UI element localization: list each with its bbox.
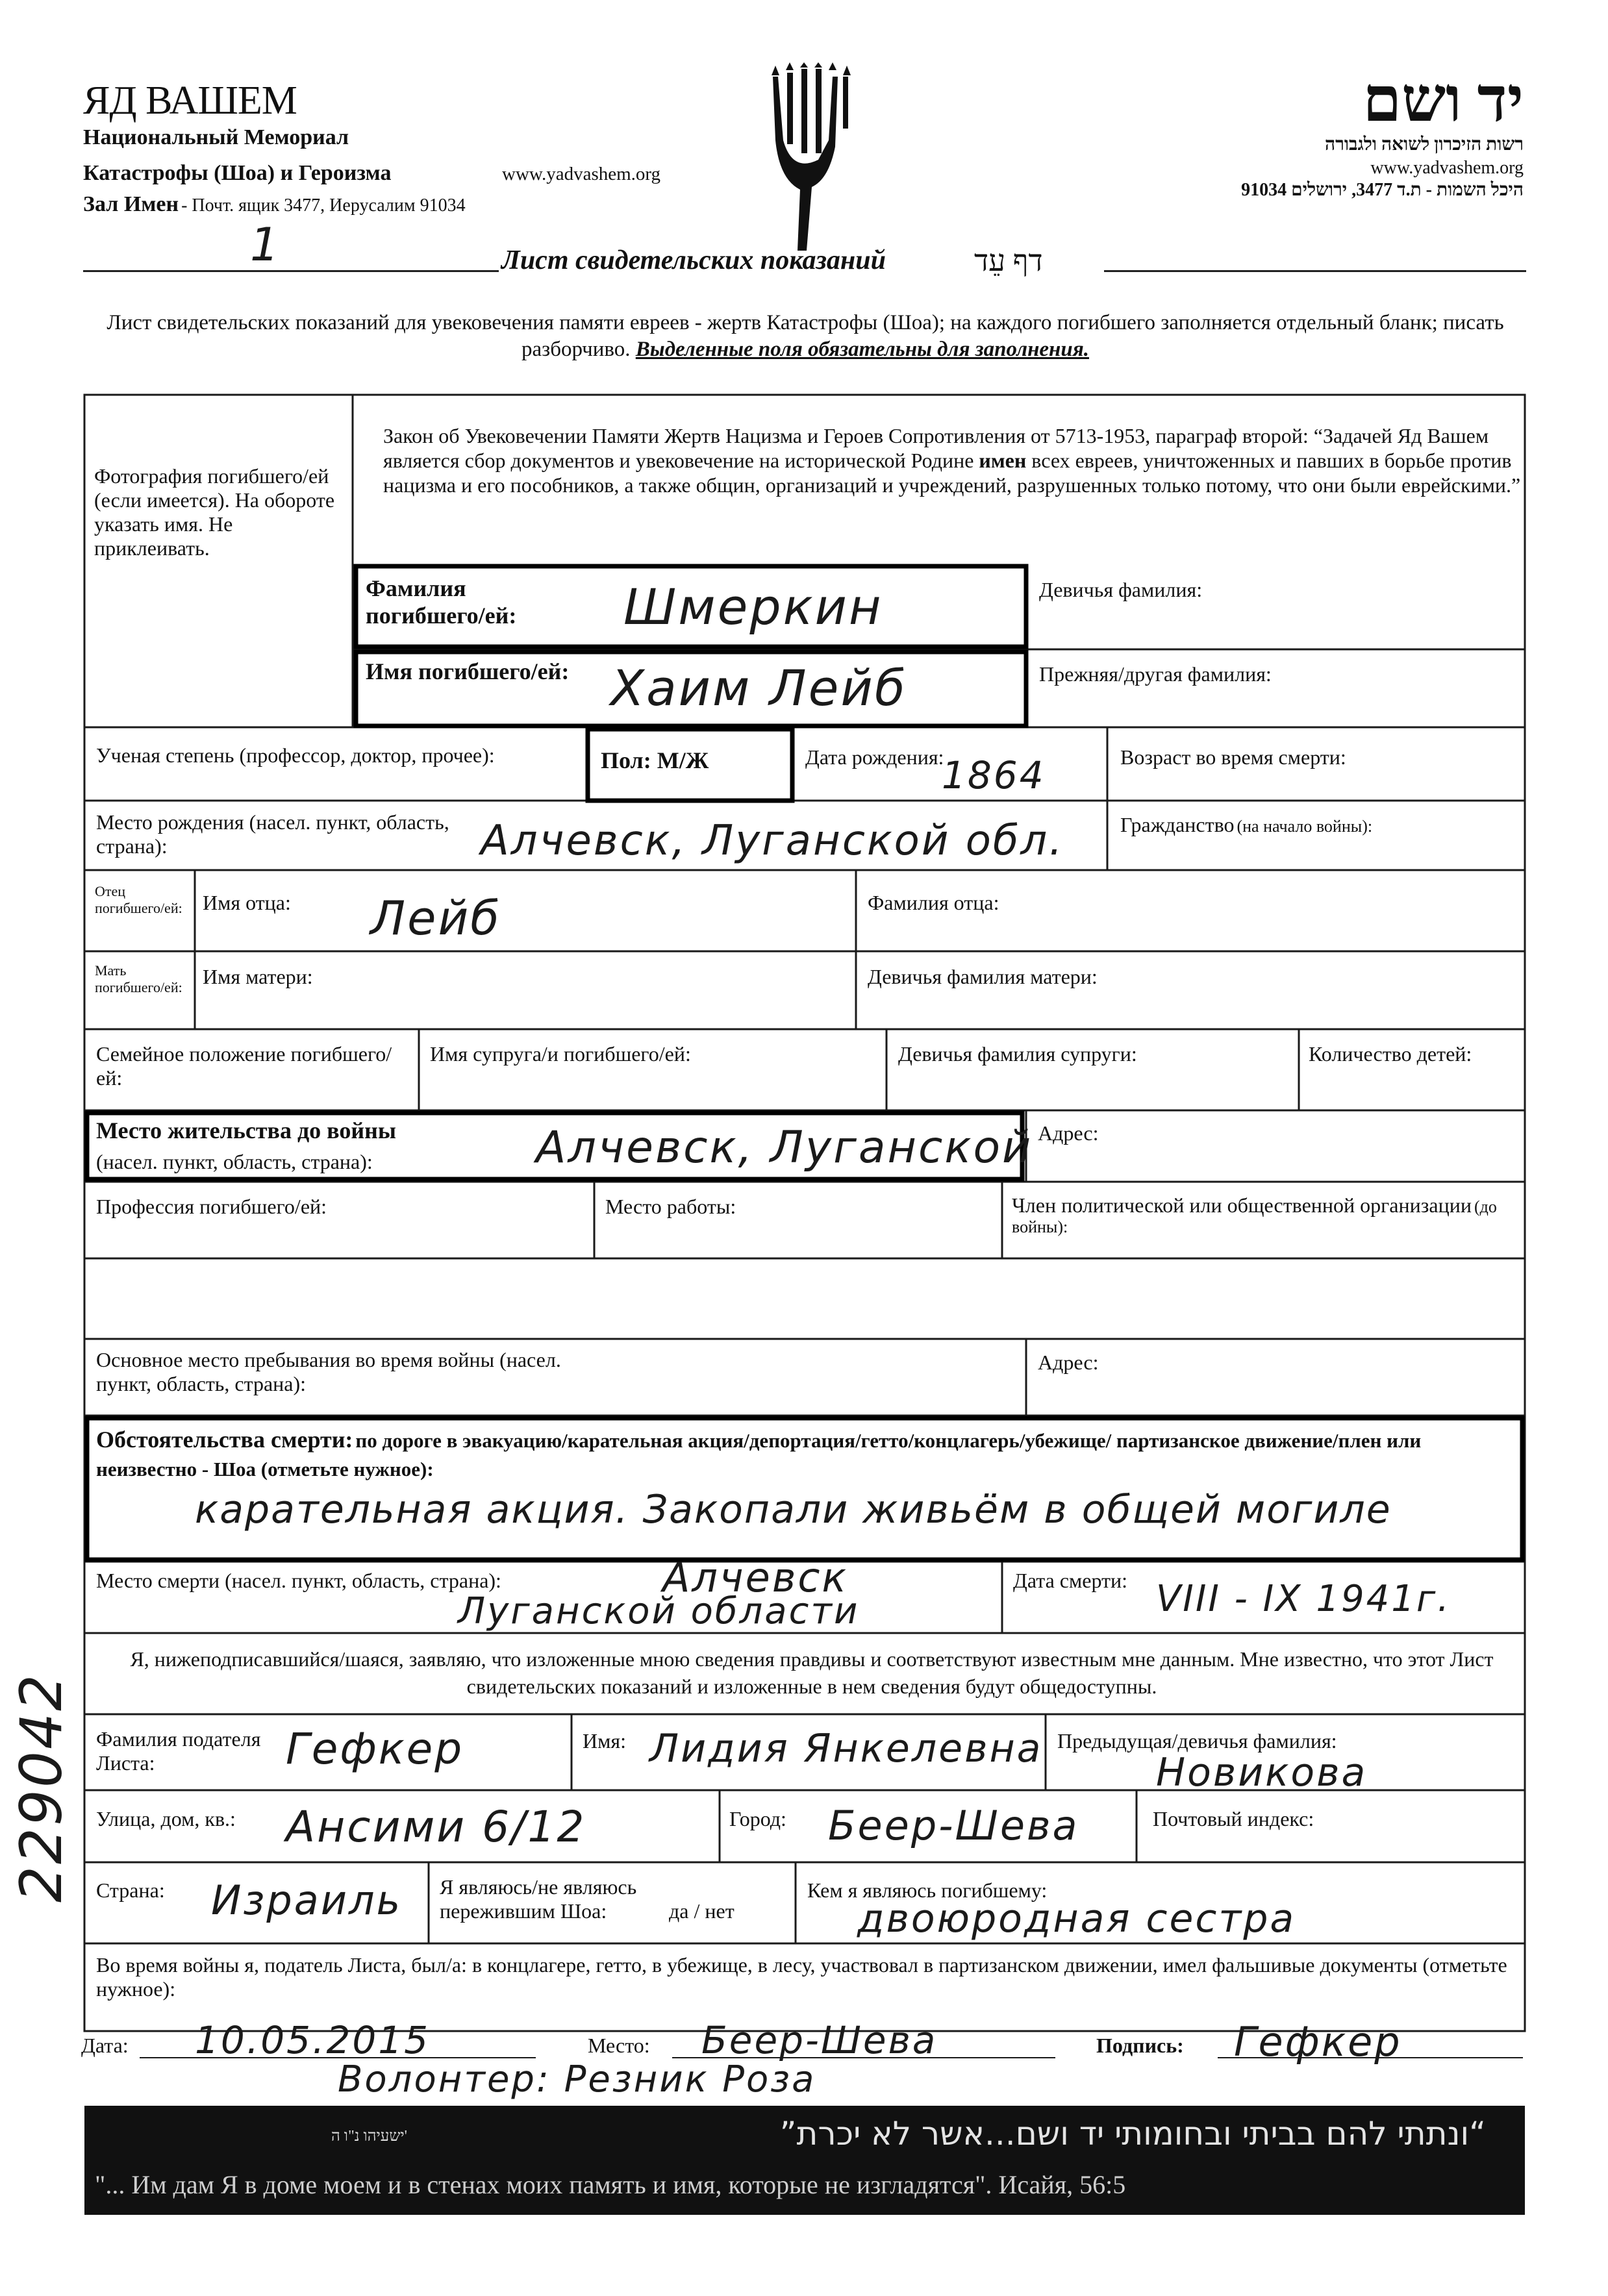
spouse-maiden-label: Девичья фамилия супруги: (898, 1042, 1137, 1066)
circumstances-value[interactable]: карательная акция. Закопали живьём в общей могиле (195, 1487, 1392, 1532)
death-date-label: Дата смерти: (1013, 1569, 1128, 1592)
org-name-ru: ЯД ВАШЕМ (83, 79, 297, 123)
children-label: Количество детей: (1309, 1042, 1472, 1066)
other-surname-label: Прежняя/другая фамилия: (1039, 662, 1272, 686)
submitter-surname-label: Фамилия подателя Листа: (96, 1727, 261, 1775)
maiden-name-label: Девичья фамилия: (1039, 578, 1203, 601)
survivor-options[interactable]: да / нет (669, 1899, 735, 1923)
birth-place-label: Место рождения (насел. пункт, область, страна): (96, 810, 449, 858)
submitter-prev-surname-value[interactable]: Новикова (1156, 1750, 1368, 1795)
country-value[interactable]: Израиль (211, 1877, 403, 1924)
side-record-number: 229042 (8, 1673, 75, 1903)
degree-label: Ученая степень (профессор, доктор, прочее): (96, 743, 495, 767)
membership-label-small: (до войны): (1012, 1197, 1497, 1236)
header-line2: Катастрофы (Шоа) и Героизма (83, 161, 392, 185)
sheet-title: Лист свидетельских показаний (501, 245, 886, 275)
mother-maiden-label: Девичья фамилия матери: (868, 965, 1098, 988)
birth-place-value[interactable]: Алчевск, Луганской обл. (481, 817, 1064, 865)
citizenship-label: Гражданство (1120, 813, 1235, 836)
membership-field (1012, 1193, 1518, 1237)
he-website: www.yadvashem.org (1370, 158, 1524, 178)
footer-hebrew-ref: ישעיהו נ"ו ה' (331, 2128, 407, 2145)
volunteer-note: Волонтер: Резник Роза (338, 2058, 816, 2101)
law-text-a: Закон об Увековечении Памяти Жертв Нацизма и Героев Сопротивления от 5713-1953, параграф второй: “Задачей Яд Вашем является сбор документов и увековечение на исторической Родине (383, 424, 1489, 472)
submitter-prev-surname-label: Предыдущая/девичья фамилия: (1057, 1729, 1337, 1753)
relation-value[interactable]: двоюродная сестра (857, 1896, 1296, 1941)
spouse-name-label: Имя супруга/и погибшего/ей: (430, 1042, 691, 1066)
place-value[interactable]: Беер-Шева (701, 2018, 938, 2062)
war-status-label: Во время войны я, податель Листа, был/а: в концлагере, гетто, в убежище, в лесу, участвовал в партизанском движении, имел фальшивые документы (отметьте нужное): (96, 1953, 1507, 2001)
circumstances-options: по дороге в эвакуацию/карательная акция/депортация/гетто/концлагерь/убежище/ партизанское движение/плен или неизвестно - Шоа (отметьте нужное): (96, 1429, 1422, 1480)
law-text-b: всех евреев, уничтоженных и павших в борьбе против нацизма и его пособников, а также общин, организаций и учреждений, разрушенных только потому, что они были еврейскими.” (383, 449, 1521, 497)
header-website: www.yadvashem.org (502, 164, 661, 184)
date-value[interactable]: 10.05.2015 (195, 2018, 431, 2062)
father-surname-label: Фамилия отца: (868, 891, 999, 914)
mother-side-label: Мать погибшего/ей: (95, 962, 182, 995)
death-date-value[interactable]: VIII - IX 1941г. (1156, 1578, 1451, 1620)
org-name-he: יד ושם (1363, 65, 1524, 134)
age-at-death-label: Возраст во время смерти: (1120, 745, 1346, 769)
birth-date-value[interactable]: 1864 (942, 753, 1046, 797)
footer-hebrew-quote: “ונתתי להם בביתי ובחומותי יד ושם...אשר לא יכרת” (779, 2115, 1486, 2152)
father-name-value[interactable]: Лейб (370, 891, 501, 945)
death-place-value-1[interactable]: Алчевск (662, 1554, 848, 1601)
hall-of-names-label: Зал Имен (83, 192, 179, 216)
signature-label: Подпись: (1096, 2034, 1184, 2057)
mother-name-label: Имя матери: (203, 965, 313, 988)
father-name-label: Имя отца: (203, 891, 291, 914)
sheet-title-he: דף עֵד (974, 244, 1043, 277)
address2-label: Адрес: (1038, 1351, 1099, 1374)
page-number: 1 (250, 218, 281, 271)
circumstances-label: Обстоятельства смерти: (96, 1427, 353, 1453)
survivor-label: Я являюсь/не являюсь пережившим Шоа: (440, 1875, 637, 1923)
submitter-surname-value[interactable]: Гефкер (286, 1724, 464, 1774)
surname-value[interactable]: Шмеркин (623, 578, 883, 636)
city-value[interactable]: Беер-Шева (828, 1802, 1079, 1849)
residence-label: Место жительства до войны (96, 1117, 396, 1143)
signature-value[interactable]: Гефкер (1234, 2018, 1402, 2065)
intro-main: Лист свидетельских показаний для увековечения памяти евреев - жертв Катастрофы (Шоа); на каждого погибшего заполняется отдельный бланк; писать разборчиво. (107, 311, 1504, 361)
death-place-label: Место смерти (насел. пункт, область, страна): (96, 1569, 501, 1592)
place-label: Место: (588, 2034, 650, 2057)
submitter-name-label: Имя: (583, 1729, 626, 1753)
residence-label-rest: (насел. пункт, область, страна): (96, 1150, 373, 1173)
street-label: Улица, дом, кв.: (96, 1807, 236, 1830)
po-box: - Почт. ящик 3477, Иерусалим 91034 (181, 195, 466, 216)
gender-label: Пол: М/Ж (601, 747, 709, 773)
profession-label: Профессия погибшего/ей: (96, 1195, 327, 1218)
first-name-value[interactable]: Хаим Лейб (610, 659, 907, 717)
residence-value[interactable]: Алчевск, Луганской (536, 1122, 1033, 1173)
law-text (383, 423, 1526, 497)
first-name-label: Имя погибшего/ей: (366, 658, 570, 684)
address1-label: Адрес: (1038, 1121, 1099, 1145)
death-place-value-2[interactable]: Луганской области (458, 1590, 860, 1632)
declaration-text: Я, нижеподписавшийся/шаяся, заявляю, что изложенные мною сведения правдивы и соответствуют известным мне данным. Мне известно, что этот Лист свидетельских показаний и изложенные в нем сведения будут общедоступны. (130, 1647, 1494, 1698)
law-text-bold: имен (979, 449, 1027, 472)
father-side-label: Отец погибшего/ей: (95, 883, 182, 916)
country-label: Страна: (96, 1878, 165, 1902)
photo-label: Фотография погибшего/ей (если имеется). На обороте указать имя. Не приклеивать. (94, 464, 335, 560)
citizenship-field (1120, 813, 1372, 837)
he-line1: רשות הזיכרון לשואה ולגבורה (1324, 134, 1524, 155)
submitter-name-value[interactable]: Лидия Янкелевна (649, 1726, 1043, 1771)
birth-date-label: Дата рождения: (805, 745, 944, 769)
street-value[interactable]: Ансими 6/12 (286, 1802, 586, 1852)
intro-required-note: Выделенные поля обязательны для заполнения. (635, 338, 1089, 361)
surname-label: Фамилия погибшего/ей: (366, 575, 517, 629)
he-line3: היכל השמות - ת.ד 3477, ירושלים 91034 (1241, 180, 1524, 200)
date-label: Дата: (81, 2034, 129, 2057)
marital-label: Семейное положение погибшего/ей: (96, 1042, 392, 1090)
wartime-place-label: Основное место пребывания во время войны (насел. пункт, область, страна): (96, 1348, 561, 1395)
footer-quote-bar (84, 2106, 1525, 2215)
circumstances-field (96, 1426, 1515, 1486)
workplace-label: Место работы: (605, 1195, 736, 1218)
city-label: Город: (729, 1807, 786, 1830)
citizenship-label-small: (на начало войны): (1237, 817, 1373, 836)
header-line1: Национальный Мемориал (83, 125, 349, 149)
membership-label: Член политической или общественной организации (1012, 1193, 1472, 1217)
footer-russian-quote: "... Им дам Я в доме моем и в стенах моих память и имя, которые не изгладятся". Исайя, 56:5 (95, 2170, 1126, 2199)
postal-label: Почтовый индекс: (1153, 1807, 1314, 1830)
relation-label: Кем я являюсь погибшему: (807, 1878, 1048, 1902)
